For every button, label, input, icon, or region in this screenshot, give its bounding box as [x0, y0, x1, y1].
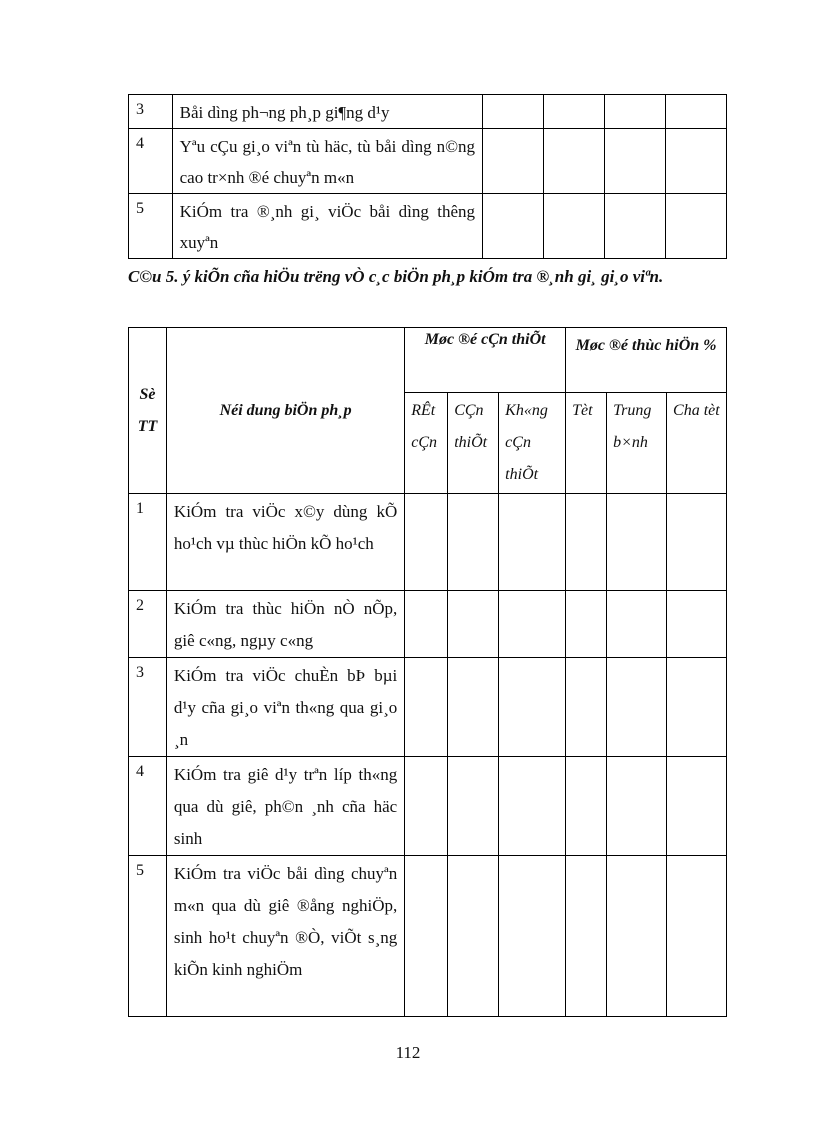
blank-cell	[665, 129, 726, 194]
blank-cell	[448, 757, 499, 856]
row-number: 4	[129, 129, 173, 194]
row-content: KiÓm tra viÖc båi dìng chuyªn m«n qua dù giê ®ång nghiÖp, sinh ho¹t chuyªn ®Ò, viÕt s¸ng kiÕn kinh nghiÖm	[173, 864, 398, 979]
row-number: 5	[129, 194, 173, 259]
blank-cell	[499, 591, 566, 658]
blank-cell	[607, 494, 667, 591]
page-number: 112	[395, 1043, 421, 1062]
subheader-average: Trung b×nh	[607, 393, 667, 494]
row-content: KiÓm tra viÖc x©y dùng kÕ ho¹ch vµ thùc hiÖn kÕ ho¹ch	[173, 502, 398, 553]
blank-cell	[405, 658, 448, 757]
blank-cell	[544, 129, 605, 194]
row-content: KiÓm tra viÖc chuÈn bÞ bµi d¹y cña gi¸o viªn th«ng qua gi¸o ¸n	[173, 666, 398, 749]
blank-cell	[483, 194, 544, 259]
blank-cell	[544, 95, 605, 129]
blank-cell	[667, 591, 727, 658]
blank-cell	[665, 95, 726, 129]
blank-cell	[499, 494, 566, 591]
blank-cell	[665, 194, 726, 259]
table-row	[129, 95, 727, 129]
blank-cell	[448, 658, 499, 757]
table-row	[129, 658, 727, 757]
blank-cell	[566, 591, 607, 658]
blank-cell	[607, 757, 667, 856]
blank-cell	[607, 856, 667, 1017]
blank-cell	[499, 658, 566, 757]
blank-cell	[667, 494, 727, 591]
blank-cell	[483, 95, 544, 129]
subheader-good: Tèt	[566, 393, 607, 494]
blank-cell	[499, 757, 566, 856]
subheader-not-good: Cha tèt	[667, 393, 727, 494]
blank-cell	[405, 591, 448, 658]
blank-cell	[605, 194, 666, 259]
table-row	[129, 194, 727, 259]
row-number: 3	[129, 95, 173, 129]
subheader-necessary: CÇn thiÕt	[448, 393, 499, 494]
row-number: 1	[129, 494, 167, 591]
blank-cell	[483, 129, 544, 194]
row-content: Båi dìng ph¬ng ph¸p gi¶ng d¹y	[179, 103, 390, 122]
row-number: 4	[129, 757, 167, 856]
table-row	[129, 591, 727, 658]
table-row	[129, 856, 727, 1017]
subheader-very-necessary: RÊt cÇn	[405, 393, 448, 494]
blank-cell	[405, 757, 448, 856]
blank-cell	[566, 494, 607, 591]
subheader-not-necessary: Kh«ng cÇn thiÕt	[499, 393, 566, 494]
blank-cell	[448, 856, 499, 1017]
blank-cell	[566, 856, 607, 1017]
blank-cell	[607, 658, 667, 757]
blank-cell	[607, 591, 667, 658]
blank-cell	[605, 95, 666, 129]
question-heading: C©u 5. ý kiÕn cña hiÖu trëng vÒ c¸c biÖn ph¸p kiÓm tra ®¸nh gi¸ gi¸o viªn.	[128, 267, 664, 286]
blank-cell	[667, 658, 727, 757]
row-number: 3	[129, 658, 167, 757]
blank-cell	[667, 856, 727, 1017]
blank-cell	[499, 856, 566, 1017]
header-necessity: Møc ®é cÇn thiÕt	[405, 328, 566, 393]
survey-table-part1	[128, 94, 727, 259]
row-number: 2	[129, 591, 167, 658]
blank-cell	[667, 757, 727, 856]
table-row	[129, 757, 727, 856]
blank-cell	[448, 591, 499, 658]
header-implementation: Møc ®é thùc hiÖn %	[566, 328, 727, 393]
row-content: KiÓm tra ®¸nh gi¸ viÖc båi dìng thêng xuyªn	[179, 202, 476, 252]
table-row	[129, 129, 727, 194]
row-number: 5	[129, 856, 167, 1017]
header-stt: Sè TT	[129, 328, 167, 494]
blank-cell	[405, 856, 448, 1017]
blank-cell	[448, 494, 499, 591]
blank-cell	[544, 194, 605, 259]
survey-table-part2	[128, 327, 727, 1017]
blank-cell	[405, 494, 448, 591]
table-row	[129, 494, 727, 591]
blank-cell	[566, 658, 607, 757]
blank-cell	[605, 129, 666, 194]
blank-cell	[566, 757, 607, 856]
header-content: Néi dung biÖn ph¸p	[166, 328, 404, 494]
row-content: KiÓm tra giê d¹y trªn líp th«ng qua dù giê, ph©n ¸nh cña häc sinh	[173, 765, 398, 848]
row-content: Yªu cÇu gi¸o viªn tù häc, tù båi dìng n©ng cao tr×nh ®é chuyªn m«n	[179, 137, 476, 187]
row-content: KiÓm tra thùc hiÖn nÒ nÕp, giê c«ng, ngµy c«ng	[173, 599, 398, 650]
